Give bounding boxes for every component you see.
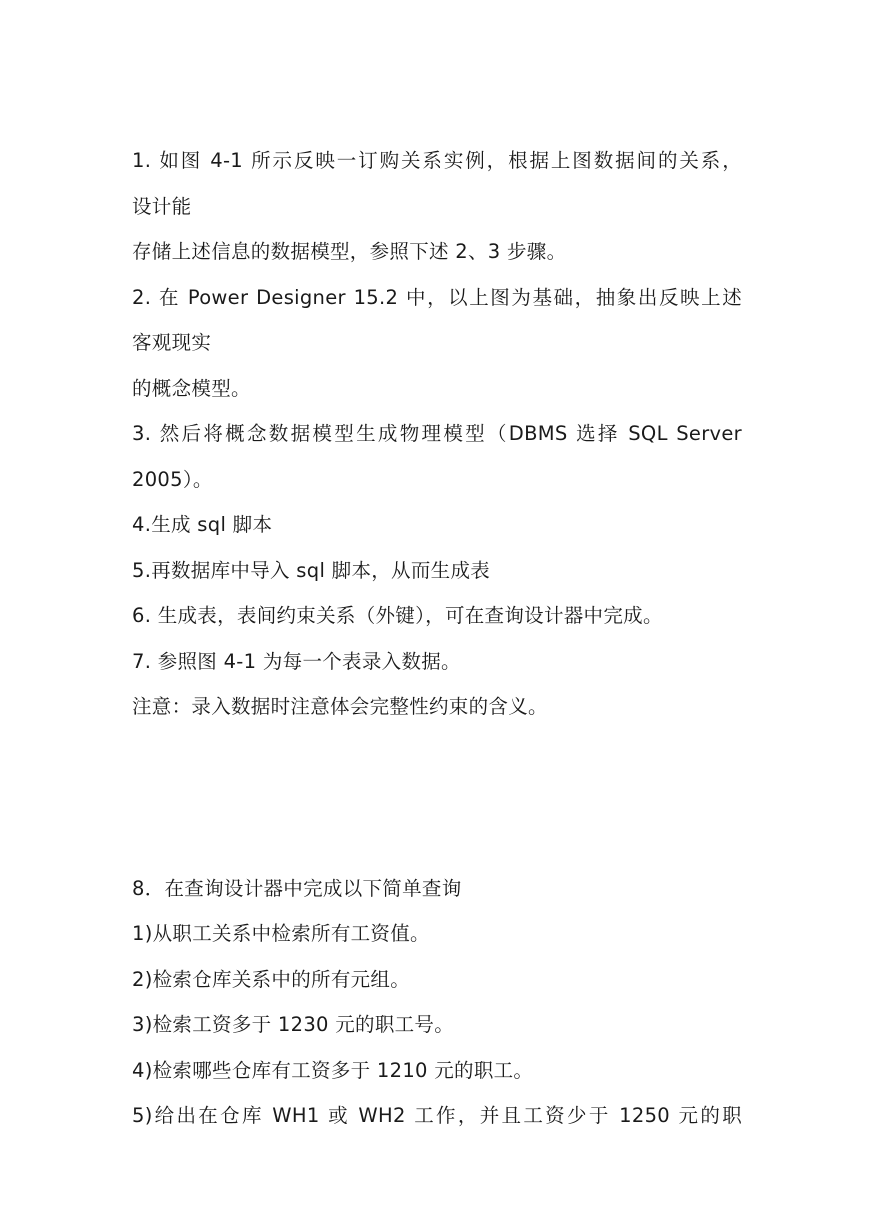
query-2-line: 2)检索仓库关系中的所有元组。: [132, 967, 411, 991]
step-3-line-2: 2005）。: [132, 467, 213, 491]
step-7-line: 7. 参照图 4-1 为每一个表录入数据。: [132, 649, 461, 673]
section-gap: [132, 730, 742, 866]
query-5-line: 5)给出在仓库 WH1 或 WH2 工作，并且工资少于 1250 元的职: [132, 1104, 742, 1127]
step-3-line-1: 3. 然后将概念数据模型生成物理模型（DBMS 选择 SQL Server: [132, 422, 742, 445]
step-1-line-1: 1. 如图 4-1 所示反映一订购关系实例，根据上图数据间的关系，: [132, 149, 742, 172]
query-3-line: 3)检索工资多于 1230 元的职工号。: [132, 1013, 455, 1036]
step-1-line-2: 设计能: [132, 194, 192, 218]
query-4-line: 4)检索哪些仓库有工资多于 1210 元的职工。: [132, 1058, 534, 1082]
note-line: 注意：录入数据时注意体会完整性约束的含义。: [132, 695, 548, 718]
step-4-line: 4.生成 sql 脚本: [132, 513, 273, 536]
step-2-line-1: 2. 在 Power Designer 15.2 中，以上图为基础，抽象出反映上述: [132, 285, 742, 309]
step-2-line-3: 的概念模型。: [132, 376, 251, 400]
query-1-line: 1)从职工关系中检索所有工资值。: [132, 922, 430, 945]
document-body: [132, 138, 742, 1139]
step-2-line-2: 客观现实: [132, 331, 212, 354]
step-6-line: 6. 生成表，表间约束关系（外键），可在查询设计器中完成。: [132, 604, 663, 627]
step-1-line-3: 存储上述信息的数据模型，参照下述 2、3 步骤。: [132, 240, 567, 263]
step-5-line: 5.再数据库中导入 sql 脚本，从而生成表: [132, 558, 491, 582]
step-8-heading: 8．在查询设计器中完成以下简单查询: [132, 876, 462, 900]
